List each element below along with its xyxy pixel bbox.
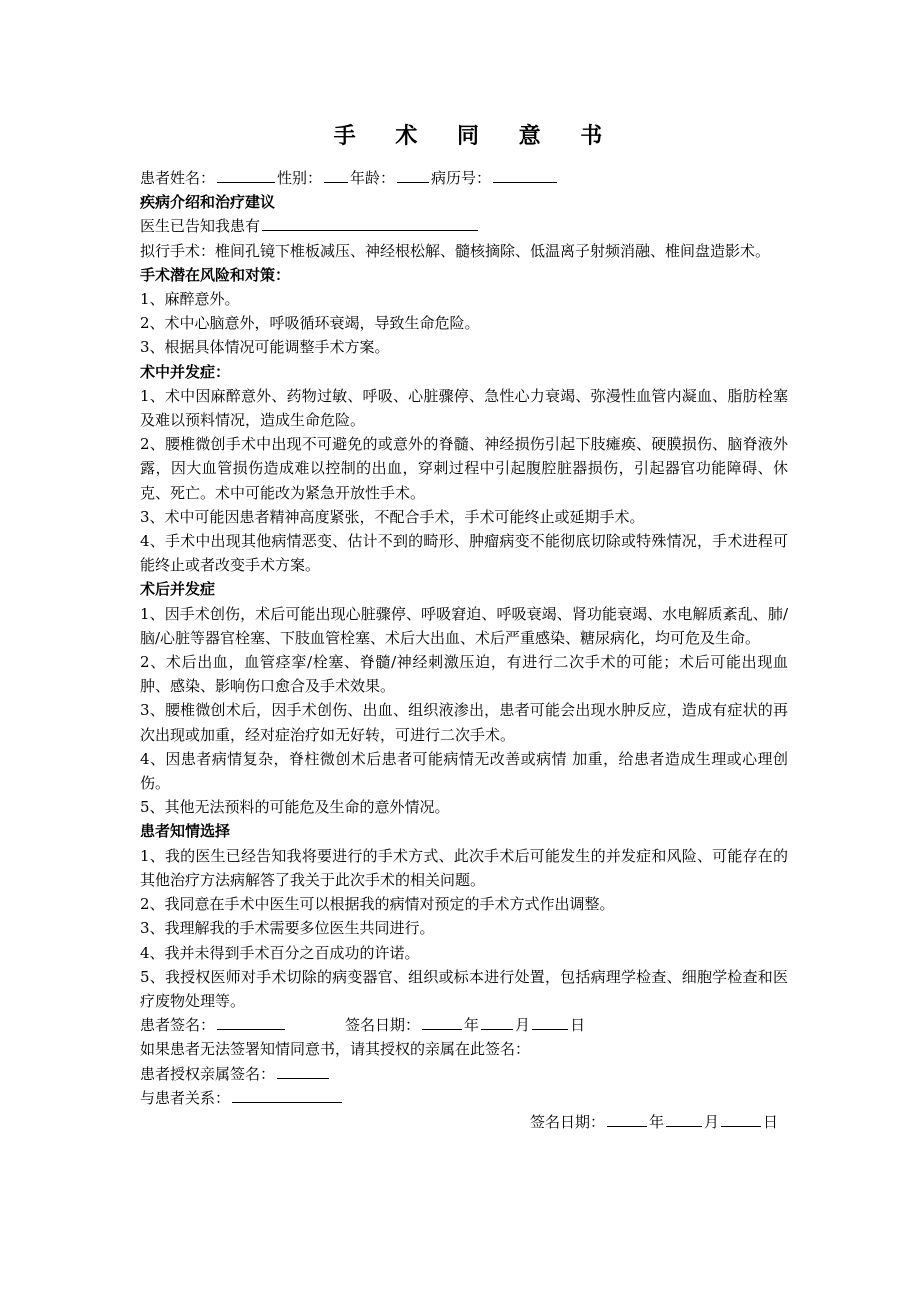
choice-item: 4、我并未得到手术百分之百成功的许诺。 [140,943,420,962]
proxy-date-row [140,1110,788,1134]
postop-item: 2、术后出血，血管痉挛/栓塞、脊髓/神经刺激压迫，有进行二次手术的可能；术后可能出现血肿、感染、影响伤口愈合及手术效果。 [140,653,788,696]
postop-heading: 术后并发症 [140,580,216,599]
diagnosis-label: 医生已告知我患有 [140,217,261,236]
intraop-item: 3、术中可能因患者精神高度紧张，不配合手术，手术可能终止或延期手术。 [140,507,645,526]
choice-item: 2、我同意在手术中医生可以根据我的病情对预定的手术方式作出调整。 [140,895,615,914]
month-label: 月 [515,1016,531,1035]
record-number-label: 病历号： [431,169,492,187]
record-number-field[interactable] [493,166,557,183]
proxy-note: 如果患者无法签署知情同意书，请其授权的亲属在此签名： [140,1040,531,1059]
day-label: 日 [570,1016,586,1035]
choice-item: 5、我授权医师对手术切除的病变器官、组织或标本进行处置，包括病理学检查、细胞学检查和医疗废物处理等。 [140,967,788,1010]
choice-item: 1、我的医生已经告知我将要进行的手术方式、此次手术后可能发生的并发症和风险、可能存在的其他治疗方法病解答了我关于此次手术的相关问题。 [140,846,788,889]
document-title: 手 术 同 意 书 [333,123,619,149]
intraop-item: 1、术中因麻醉意外、药物过敏、呼吸、心脏骤停、急性心力衰竭、弥漫性血管内凝血、脂肪栓塞及难以预料情况，造成生命危险。 [140,386,788,430]
diagnosis-row [140,214,788,238]
proxy-day-label: 日 [762,1112,778,1131]
proxy-day-field[interactable] [721,1110,761,1127]
gender-label: 性别： [277,169,323,187]
postop-item: 3、腰椎微创术后，因手术创伤、出血、组织液渗出，患者可能会出现水肿反应，造成有症状的再次出现或加重，经对症治疗如无好转，可进行二次手术。 [140,701,788,744]
patient-signature-label: 患者签名： [140,1016,216,1035]
choice-item: 3、我理解我的手术需要多位医生共同进行。 [140,919,435,938]
age-field[interactable] [397,166,429,183]
proxy-month-label: 月 [703,1112,719,1131]
patient-info-row [140,166,788,190]
patient-signature-row [140,1013,788,1037]
patient-signature-field[interactable] [217,1013,285,1030]
proxy-signature-row [140,1062,788,1086]
risk-item: 3、根据具体情况可能调整手术方案。 [140,338,390,357]
gender-field[interactable] [324,166,348,183]
postop-item: 1、因手术创伤，术后可能出现心脏骤停、呼吸窘迫、呼吸衰竭、肾功能衰竭、水电解质紊乱、肺/脑/心脏等器官栓塞、下肢血管栓塞、术后大出血、术后严重感染、糖尿病化，均可危及生命。 [140,604,788,647]
consent-form [140,122,788,1134]
intraop-item: 4、手术中出现其他病情恶变、估计不到的畸形、肿瘤病变不能彻底切除或特殊情况，手术进程可能终止或者改变手术方案。 [140,532,788,575]
diagnosis-field[interactable] [262,214,478,231]
relation-field[interactable] [232,1086,342,1103]
postop-item: 5、其他无法预料的可能危及生命的意外情况。 [140,798,450,817]
choice-heading: 患者知情选择 [140,822,231,841]
intraop-item: 2、腰椎微创手术中出现不可避免的或意外的脊髓、神经损伤引起下肢瘫痪、硬膜损伤、脑脊液外露，因大血管损伤造成难以控制的出血，穿刺过程中引起腹腔脏器损伤，引起器官功能障碍、休克、死亡。术中可能改为紧急开放性手术。 [140,435,788,502]
proxy-year-label: 年 [648,1112,664,1131]
proxy-signature-label: 患者授权亲属签名： [140,1064,276,1083]
risks-heading: 手术潜在风险和对策： [140,265,291,284]
month-field[interactable] [481,1013,513,1030]
risk-item: 1、麻醉意外。 [140,290,240,309]
intraop-heading: 术中并发症： [140,362,231,381]
proxy-signature-field[interactable] [277,1062,329,1079]
proxy-year-field[interactable] [607,1110,647,1127]
relation-row [140,1086,788,1110]
postop-item: 4、因患者病情复杂，脊柱微创术后患者可能病情无改善或病情 加重，给患者造成生理或心理创伤。 [140,749,788,793]
proxy-sign-date-label: 签名日期： [529,1112,605,1131]
intro-heading: 疾病介绍和治疗建议 [140,193,276,212]
planned-surgery: 拟行手术：椎间孔镜下椎板减压、神经根松解、髓核摘除、低温离子射频消融、椎间盘造影术。 [140,241,771,260]
patient-name-label: 患者姓名： [140,169,216,187]
relation-label: 与患者关系： [140,1088,231,1107]
day-field[interactable] [532,1013,568,1030]
patient-name-field[interactable] [217,166,275,183]
risk-item: 2、术中心脑意外，呼吸循环衰竭，导致生命危险。 [140,314,480,333]
sign-date-label: 签名日期： [345,1016,421,1035]
age-label: 年龄： [350,169,396,187]
year-field[interactable] [422,1013,462,1030]
proxy-month-field[interactable] [666,1110,702,1127]
year-label: 年 [464,1016,480,1035]
